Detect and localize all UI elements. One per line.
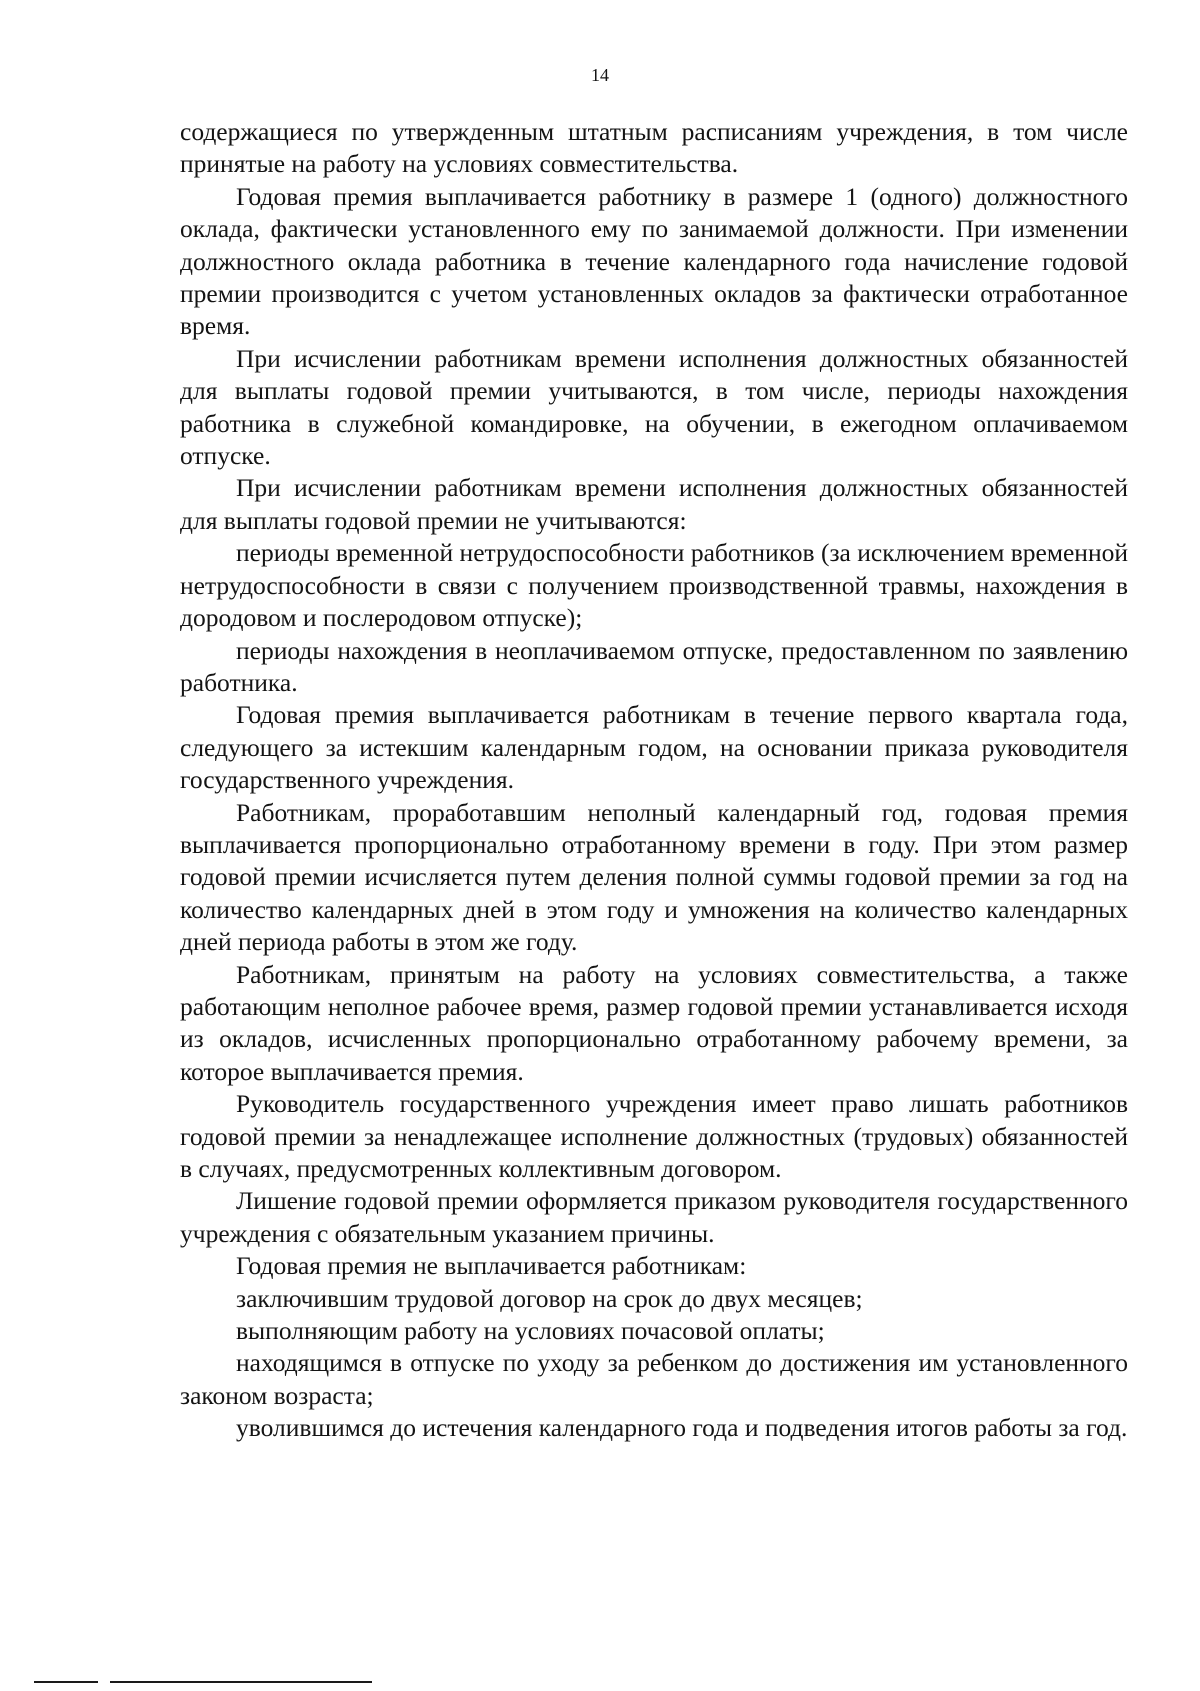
paragraph-payment-timing: Годовая премия выплачивается работникам в течение первого квартала года, следующего за истекшим календарным годом, на основании приказа руководителя государственного учреждения. (180, 700, 1128, 795)
document-body (180, 116, 1128, 1445)
paragraph-deprivation-right: Руководитель государственного учреждения имеет право лишать работников годовой премии за ненадлежащее исполнение должностных (трудовых) обязанностей в случаях, предусмотренных коллективным договором. (180, 1089, 1128, 1183)
list-item-parental-leave: находящимся в отпуске по уходу за ребенком до достижения им установленного законом возраста; (180, 1348, 1128, 1410)
scan-artifact-line (110, 1681, 372, 1683)
list-item-unpaid-leave: периоды нахождения в неоплачиваемом отпуске, предоставленном по заявлению работника. (180, 635, 1128, 697)
paragraph-deprivation-order: Лишение годовой премии оформляется приказом руководителя государственного учреждения с обязательным указанием причины. (180, 1186, 1128, 1248)
scan-artifact-line (34, 1681, 98, 1683)
list-item-dismissed: уволившимся до истечения календарного года и подведения итогов работы за год. (236, 1413, 1128, 1443)
list-item-hourly-pay: выполняющим работу на условиях почасовой оплаты; (236, 1316, 825, 1346)
paragraph-annual-bonus-amount: Годовая премия выплачивается работнику в размере 1 (одного) должностного оклада, фактически установленного ему по занимаемой должности. При изменении должностного оклада работника в течение календарного года начисление годовой премии производится с учетом установленных окладов за фактически отработанное время. (180, 181, 1128, 341)
page-number: 14 (591, 65, 609, 85)
paragraph-part-time: Работникам, принятым на работу на условиях совместительства, а также работающим неполное рабочее время, размер годовой премии устанавливается исходя из окладов, исчисленных пропорционально отработанному рабочему времени, за которое выплачивается премия. (180, 959, 1128, 1086)
list-item-disability-periods: периоды временной нетрудоспособности работников (за исключением временной нетрудоспособности в связи с получением производственной травмы, нахождения в дородовом и послеродовом отпуске); (180, 538, 1128, 633)
paragraph-counted-periods: При исчислении работникам времени исполнения должностных обязанностей для выплаты годовой премии учитываются, в том числе, периоды нахождения работника в служебной командировке, на обучении, в ежегодном оплачиваемом отпуске. (180, 343, 1128, 471)
paragraph-not-paid-intro: Годовая премия не выплачивается работникам: (236, 1251, 747, 1281)
paragraph-not-counted-intro: При исчислении работникам времени исполнения должностных обязанностей для выплаты годовой премии не учитываются: (180, 473, 1128, 535)
paragraph-continuation: содержащиеся по утвержденным штатным расписаниям учреждения, в том числе принятые на работу на условиях совместительства. (180, 117, 1128, 179)
paragraph-incomplete-year: Работникам, проработавшим неполный календарный год, годовая премия выплачивается пропорционально отработанному времени в году. При этом размер годовой премии исчисляется путем деления полной суммы годовой премии за год на количество календарных дней в этом году и умножения на количество календарных дней периода работы в этом же году. (180, 797, 1128, 957)
list-item-short-contract: заключившим трудовой договор на срок до двух месяцев; (236, 1283, 863, 1313)
